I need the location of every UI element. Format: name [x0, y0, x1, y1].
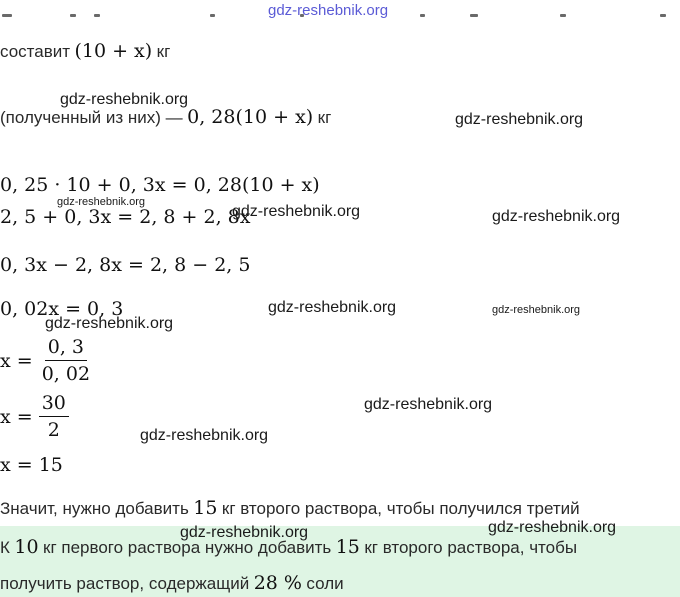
line1-text: составит [0, 42, 71, 61]
line2-math: 0, 28(10 + x) [187, 106, 314, 128]
answer1-num2: 15 [335, 536, 360, 558]
answer2-pre: получить раствор, содержащий [0, 574, 250, 593]
answer-line-2 [0, 572, 344, 594]
watermark: gdz-reshebnik.org [140, 427, 269, 444]
line1-unit: кг [156, 42, 171, 61]
answer2-post: соли [306, 574, 344, 593]
watermark-top: gdz-reshebnik.org [268, 2, 389, 19]
text-line-2 [0, 106, 331, 128]
watermark: gdz-reshebnik.org [232, 203, 361, 220]
watermark: gdz-reshebnik.org [45, 315, 174, 332]
watermark: gdz-reshebnik.org [488, 519, 617, 536]
watermark: gdz-reshebnik.org [57, 196, 146, 208]
equation-6 [0, 392, 69, 441]
line2-unit: кг [317, 108, 332, 127]
line1-math: (10 + x) [74, 40, 153, 62]
equation-5-denominator: 0, 02 [41, 363, 91, 385]
equation-5 [0, 336, 93, 385]
equation-6-numerator: 30 [39, 392, 69, 417]
equation-5-lhs: x = [0, 349, 33, 372]
equation-4: 0, 02x = 0, 3 [0, 298, 124, 320]
conclusion-pre: Значит, нужно добавить [0, 499, 189, 518]
conclusion-line [0, 497, 580, 519]
answer1-post: кг второго раствора, чтобы [364, 538, 578, 557]
answer1-mid: кг первого раствора нужно добавить [43, 538, 332, 557]
answer2-num: 28 % [253, 572, 302, 594]
equation-5-fraction [39, 336, 93, 385]
equation-6-denominator: 2 [47, 419, 60, 441]
equation-6-fraction [39, 392, 69, 441]
conclusion-num: 15 [193, 497, 218, 519]
watermark: gdz-reshebnik.org [60, 91, 189, 108]
answer1-num1: 10 [14, 536, 39, 558]
conclusion-post: кг второго раствора, чтобы получился третий [221, 499, 580, 518]
equation-3: 0, 3x − 2, 8x = 2, 8 − 2, 5 [0, 254, 251, 276]
watermark: gdz-reshebnik.org [268, 299, 397, 316]
watermark: gdz-reshebnik.org [492, 304, 581, 316]
watermark: gdz-reshebnik.org [455, 111, 584, 128]
text-line-1 [0, 40, 170, 62]
equation-1: 0, 25 · 10 + 0, 3x = 0, 28(10 + x) [0, 174, 320, 196]
equation-7: x = 15 [0, 454, 63, 476]
equation-2: 2, 5 + 0, 3x = 2, 8 + 2, 8x [0, 206, 251, 228]
equation-6-lhs: x = [0, 405, 33, 428]
answer1-pre: К [0, 538, 10, 557]
watermark: gdz-reshebnik.org [364, 396, 493, 413]
watermark: gdz-reshebnik.org [180, 524, 309, 541]
line2-text: (полученный из них) — [0, 108, 183, 127]
watermark: gdz-reshebnik.org [492, 208, 621, 225]
equation-5-numerator: 0, 3 [45, 336, 87, 361]
